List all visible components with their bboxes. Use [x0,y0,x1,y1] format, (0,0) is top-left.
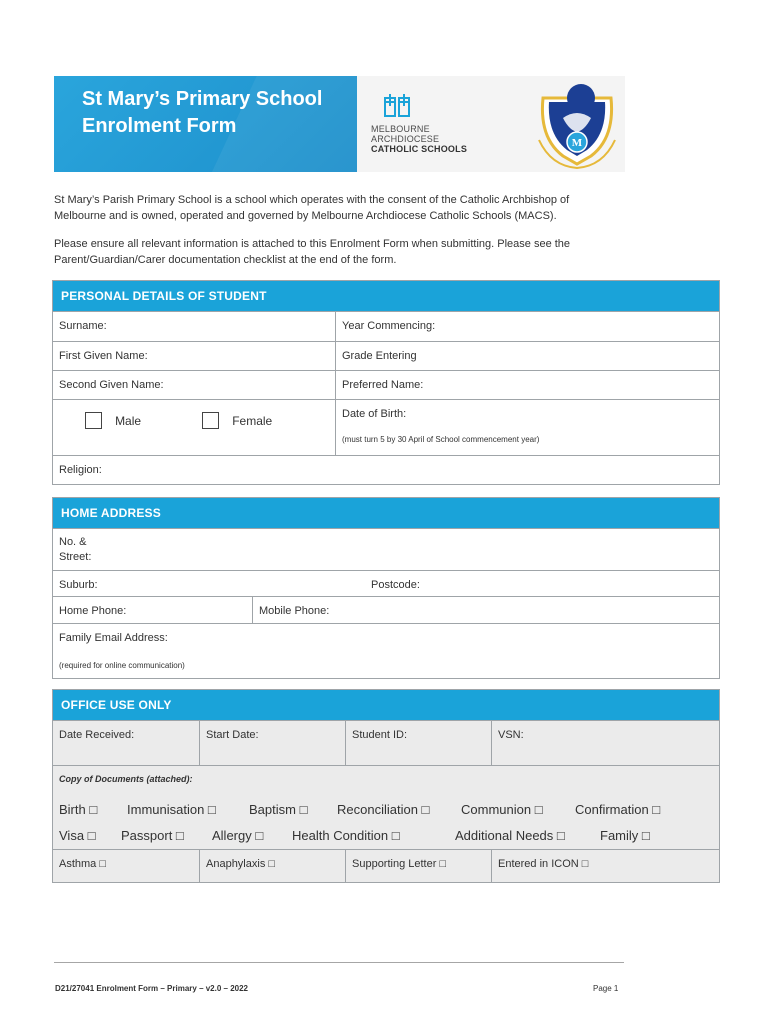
year-commencing-field[interactable]: Year Commencing: [335,312,719,341]
table-row [53,399,719,455]
table-row [53,623,719,678]
second-given-name-field[interactable]: Second Given Name: [59,379,164,391]
macs-line-3: CATHOLIC SCHOOLS [371,144,468,154]
personal-details-section [52,280,720,485]
grade-entering-field[interactable]: Grade Entering [335,342,719,370]
form-name: Enrolment Form [82,115,237,137]
home-phone-field[interactable]: Home Phone: [59,605,127,617]
table-row [53,341,719,370]
passport-checkbox[interactable]: Passport □ [121,828,184,843]
street-field[interactable] [53,529,719,570]
suburb-field[interactable]: Suburb: [59,579,98,591]
email-label: Family Email Address: [59,632,168,644]
religion-field[interactable]: Religion: [59,464,102,476]
female-label: Female [232,413,273,428]
school-crest [533,78,621,170]
confirmation-checkbox[interactable]: Confirmation □ [575,802,661,817]
date-of-birth-field[interactable] [335,400,719,455]
table-row [53,528,719,570]
immunisation-checkbox[interactable]: Immunisation □ [127,802,216,817]
logo-panel [357,76,625,172]
allergy-checkbox[interactable]: Allergy □ [212,828,264,843]
form-title [82,86,322,140]
start-date-field[interactable]: Start Date: [199,721,345,765]
street-label-2: Street: [59,551,92,563]
asthma-checkbox[interactable]: Asthma □ [59,858,106,870]
family-email-field[interactable] [53,624,719,678]
email-note: (required for online communication) [59,661,185,670]
first-given-name-field[interactable]: First Given Name: [59,350,148,362]
health-condition-checkbox[interactable]: Health Condition □ [292,828,400,843]
gender-options [53,400,335,455]
table-row [53,570,719,596]
title-panel [54,76,357,172]
postcode-field[interactable]: Postcode: [371,579,420,591]
visa-checkbox[interactable]: Visa □ [59,828,96,843]
macs-wordmark [371,124,467,154]
macs-logo [369,94,479,156]
documents-checklist [53,765,719,849]
intro-paragraph-1 [54,192,674,224]
section-heading: OFFICE USE ONLY [53,690,719,720]
family-checkbox[interactable]: Family □ [600,828,650,843]
male-checkbox[interactable] [85,412,102,429]
intro-p1-line1: St Mary’s Parish Primary School is a school which operates with the consent of the Catholic Archbishop of [54,194,570,206]
table-row [53,311,719,341]
footer-divider [54,962,624,963]
document-reference: D21/27041 Enrolment Form – Primary – v2.0 – 2022 [55,984,248,993]
office-use-section [52,689,720,883]
intro-paragraph-2 [54,236,674,268]
header-banner [54,76,625,172]
additional-needs-checkbox[interactable]: Additional Needs □ [455,828,565,843]
macs-line-2: ARCHDIOCESE [371,134,440,144]
table-row [53,370,719,399]
table-row [53,455,719,484]
table-row [53,720,719,765]
mobile-phone-field[interactable]: Mobile Phone: [252,597,719,623]
birth-checkbox[interactable]: Birth □ [59,802,98,817]
crest-letter: M [571,137,583,149]
vsn-field[interactable]: VSN: [491,721,719,765]
surname-field[interactable]: Surname: [59,320,107,332]
intro-p2-line2: Parent/Guardian/Carer documentation checklist at the end of the form. [54,254,397,266]
documents-title: Copy of Documents (attached): [59,774,193,784]
female-checkbox[interactable] [202,412,219,429]
supporting-letter-checkbox[interactable]: Supporting Letter □ [345,850,491,882]
date-received-field[interactable]: Date Received: [59,729,135,741]
anaphylaxis-checkbox[interactable]: Anaphylaxis □ [199,850,345,882]
section-heading: PERSONAL DETAILS OF STUDENT [53,281,719,311]
communion-checkbox[interactable]: Communion □ [461,802,543,817]
crest-icon [533,78,621,170]
entered-in-icon-checkbox[interactable]: Entered in ICON □ [491,850,719,882]
student-id-field[interactable]: Student ID: [345,721,491,765]
table-row [53,596,719,623]
section-heading: HOME ADDRESS [53,498,719,528]
street-label-1: No. & [59,536,87,548]
page-number: Page 1 [593,984,619,993]
reconciliation-checkbox[interactable]: Reconciliation □ [337,802,430,817]
intro-p2-line1: Please ensure all relevant information is attached to this Enrolment Form when submitting. Please see the [54,238,571,250]
school-name: St Mary’s Primary School [82,88,323,110]
home-address-section [52,497,720,679]
dob-note: (must turn 5 by 30 April of School commencement year) [342,435,540,444]
baptism-checkbox[interactable]: Baptism □ [249,802,308,817]
macs-line-1: MELBOURNE [371,124,430,134]
male-label: Male [115,413,142,428]
intro-p1-line2: Melbourne and is owned, operated and governed by Melbourne Archdiocese Catholic Schools (MACS). [54,210,557,222]
dob-label: Date of Birth: [342,408,407,420]
table-row [53,849,719,882]
macs-cross-icon [383,92,413,122]
preferred-name-field[interactable]: Preferred Name: [335,371,719,399]
